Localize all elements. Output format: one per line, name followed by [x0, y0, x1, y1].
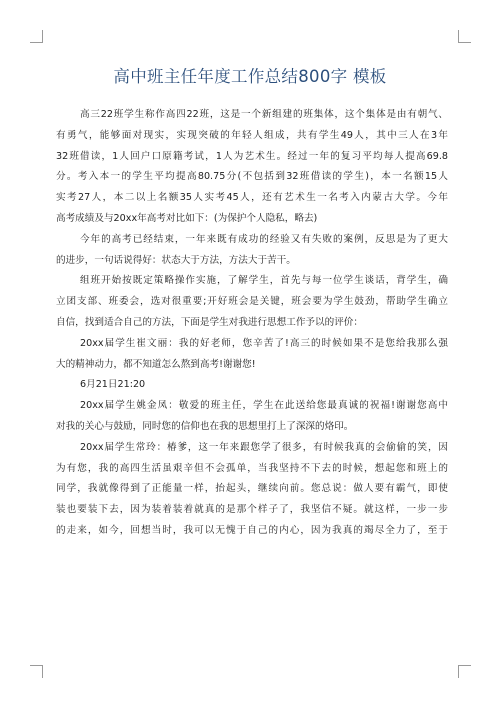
crop-mark-bottom-right [458, 665, 471, 678]
text-line: 有勇气，能够面对现实，实现突破的年轻人组成，共有学生49人，其中三人在3年 [56, 129, 448, 141]
crop-mark-bottom-left [30, 665, 43, 678]
text-line: 组班开始按既定策略操作实施，了解学生，首先与每一位学生谈话，背学生，确 [80, 275, 448, 287]
text-line: 对我的关心与鼓励，同时您的信仰也在我的思想里打上了深深的烙印。 [56, 420, 354, 432]
text-line: 装也要装下去，因为装着装着就真的是那个样子了，我坚信不疑。就这样，一步一步 [56, 504, 448, 516]
document-body [56, 105, 448, 542]
text-line: 今年的高考已经结束，一年来既有成功的经验又有失败的案例，反思是为了更大 [80, 233, 448, 245]
text-line: 自信，找到适合自己的方法，下面是学生对我进行思想工作予以的评价： [56, 316, 363, 328]
crop-mark-top-right [458, 30, 471, 43]
crop-mark-top-left [30, 30, 43, 43]
text-line: 分。考入本一的学生平均提高80.75分(不包括到32班借读的学生)，本一名额15人 [56, 171, 448, 183]
text-line: 20xx届学生常玲：椿爹，这一年来跟您学了很多，有时候我真的会偷偷的笑，因 [80, 441, 448, 453]
text-line: 20xx届学生姚金凤：敬爱的班主任，学生在此送给您最真诚的祝福!谢谢您高中 [80, 400, 448, 412]
text-line: 20xx届学生崔文丽：我的好老师，您辛苦了!高三的时候如果不是您给我那么强 [80, 337, 448, 349]
text-line: 32班借读，1人回户口原籍考试，1人为艺术生。经过一年的复习平均每人提高69.8 [56, 150, 448, 162]
text-line: 为有您，我的高四生活虽艰辛但不会孤单，当我坚持不下去的时候，想起您和班上的 [56, 462, 448, 474]
date-line: 6月21日21:20 [80, 379, 146, 391]
text-line: 高三22班学生称作高四22班，这是一个新组建的班集体，这个集体是由有朝气、 [80, 109, 448, 120]
text-line: 的进步，一句话说得好：状态大于方法，方法大于苦干。 [56, 254, 296, 266]
text-line: 的走来，如今，回想当时，我可以无愧于自己的内心，因为我真的竭尽全力了，至于 [56, 524, 448, 536]
text-line: 同学，我就像得到了正能量一样，抬起头，继续向前。您总说：做人要有霸气，即使 [56, 483, 448, 495]
text-line: 实考27人，本二以上名额35人实考45人，还有艺术生一名考入内蒙古大学。今年 [56, 192, 448, 204]
text-line: 立团支部、班委会，选对很重要;开好班会是关键，班会要为学生鼓劲，帮助学生确立 [56, 296, 448, 308]
document-title: 高中班主任年度工作总结800字 模板 [113, 67, 387, 86]
text-line: 高考成绩及与20xx年高考对比如下：(为保护个人隐私，略去) [56, 212, 318, 224]
text-line: 大的精神动力，都不知道怎么熬到高考!谢谢您! [56, 358, 256, 370]
